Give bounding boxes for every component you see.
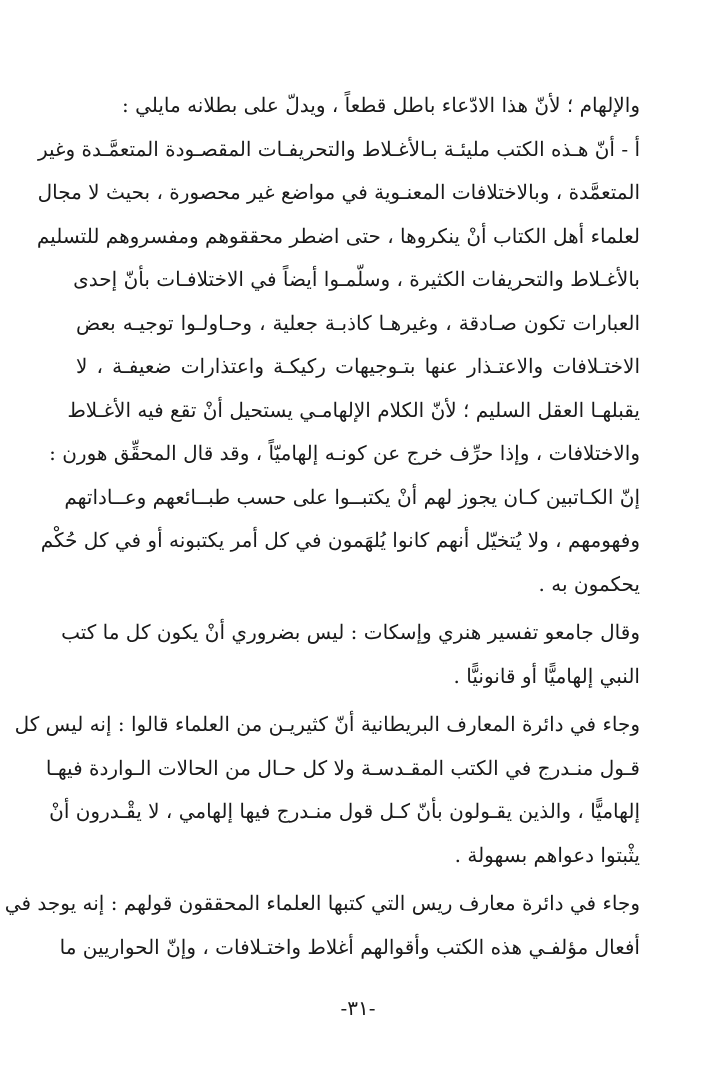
text-line: المتعمَّدة ، وبالاختلافات المعنـوية في مواضع غير محصورة ، بحيث لا مجال bbox=[37, 180, 640, 204]
paragraph-henry-scott bbox=[61, 611, 640, 698]
paragraph-rees bbox=[4, 882, 640, 969]
text-line: أ - أنّ هـذه الكتب مليئـة بـالأغـلاط والتحريفـات المقصـودة المتعمَّـدة وغير bbox=[37, 136, 640, 161]
text-line: وقال جامعو تفسير هنري وإسكات : ليس بضروري أنْ يكون كل ما كتب bbox=[61, 620, 640, 644]
text-line: والإلهام ؛ لأنّ هذا الادّعاء باطل قطعاً ، ويدلّ على بطلانه مايلي : bbox=[121, 93, 640, 117]
text-line: النبي إلهاميًّا أو قانونيًّا . bbox=[453, 663, 640, 688]
text-line: وجاء في دائرة المعارف البريطانية أنّ كثيريـن من العلماء قالوا : إنه ليس كل bbox=[14, 712, 640, 736]
text-line: لعلماء أهل الكتاب أنْ ينكروها ، حتى اضطر محققوهم ومفسروهم للتسليم bbox=[36, 223, 640, 248]
text-line: وفهومهم ، ولا يُتخيّل أنهم كانوا يُلهَمون في كل أمر يكتبونه أو في كل حُكْم bbox=[40, 528, 640, 552]
text-line: وجاء في دائرة معارف ريس التي كتبها العلماء المحققون قولهم : إنه يوجد في bbox=[4, 891, 640, 915]
text-line: يحكمون به . bbox=[538, 571, 640, 596]
text-line: قـول منـدرج في الكتب المقـدسـة ولا كل حـال من الحالات الـواردة فيهـا bbox=[45, 755, 640, 780]
text-line: بالأغـلاط والتحريفات الكثيرة ، وسلّمـوا أيضاً في الاختلافـات بأنّ إحدى bbox=[73, 267, 640, 291]
body-text bbox=[4, 84, 640, 969]
text-line: العبارات تكون صـادقة ، وغيرهـا كاذبـة جعلية ، وحـاولـوا توجيـه بعض bbox=[76, 310, 640, 335]
text-line: أفعال مؤلفـي هذه الكتب وأقوالهم أغلاط واختـلافات ، وإنّ الحواريين ما bbox=[59, 934, 640, 959]
text-line: يقبلهـا العقل السليم ؛ لأنّ الكلام الإلهامـي يستحيل أنْ تقع فيه الأغـلاط bbox=[67, 397, 640, 422]
paragraph-intro bbox=[76, 84, 640, 128]
text-line: إلهاميًّا ، والذين يقـولون بأنّ كـل قول منـدرج فيها إلهامي ، لا يقْـدرون أنْ bbox=[49, 799, 640, 823]
paragraph-britannica bbox=[14, 703, 640, 877]
text-line: الاختـلافات والاعتـذار عنها بتـوجيهات ركيكـة واعتذارات ضعيفـة ، لا bbox=[76, 354, 640, 378]
paragraph-point-a bbox=[36, 128, 640, 607]
text-line: يثْبتوا دعواهم بسهولة . bbox=[454, 842, 640, 867]
text-line: إنّ الكـاتبين كـان يجوز لهم أنْ يكتبــوا على حسب طبــائعهم وعــاداتهم bbox=[64, 484, 640, 509]
page-number: -٣١- bbox=[340, 996, 376, 1020]
text-line: والاختلافات ، وإذا حرِّف خرج عن كونـه إلهاميّاً ، وقد قال المحقِّق هورن : bbox=[49, 441, 640, 465]
